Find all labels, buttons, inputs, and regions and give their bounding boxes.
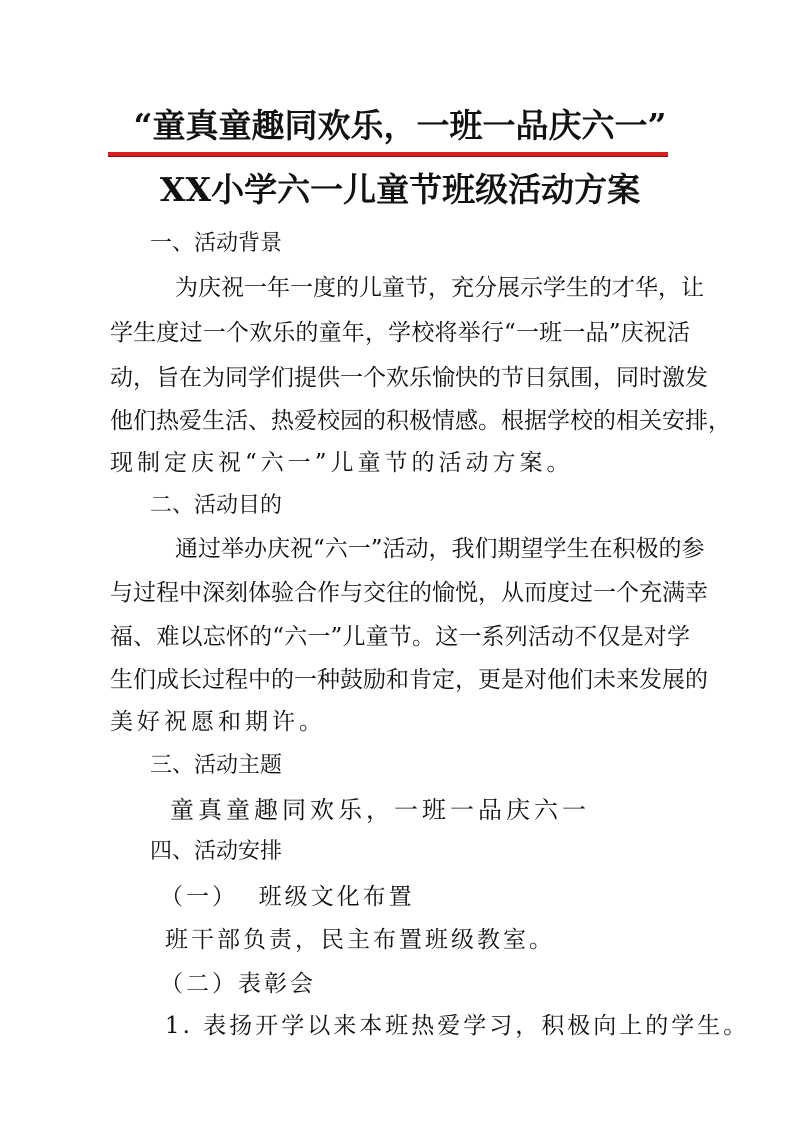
paragraph-line: 与过程中深刻体验合作与交往的愉悦，从而度过一个充满幸 [110, 580, 708, 606]
heading-theme: 三、活动主题 [150, 753, 283, 778]
heading-arrangement: 四、活动安排 [150, 839, 283, 864]
paragraph-line: 生们成长过程中的一种鼓励和肯定，更是对他们未来发展的 [110, 667, 708, 693]
paragraph-line: 通过举办庆祝“六一”活动，我们期望学生在积极的参 [175, 536, 705, 562]
paragraph-line: 为庆祝一年一度的儿童节，充分展示学生的才华，让 [175, 275, 704, 301]
subheading-class-decoration: （一） 班级文化布置 [160, 884, 415, 910]
paragraph-line: 动，旨在为同学们提供一个欢乐愉快的节日氛围，同时激发 [110, 365, 708, 391]
document-title: XX小学六一儿童节班级活动方案 [159, 170, 641, 209]
paragraph-line: 美好祝愿和期许。 [110, 709, 326, 735]
heading-purpose: 二、活动目的 [150, 493, 283, 518]
subheading-commendation: （二）表彰会 [160, 971, 316, 997]
paragraph-line: 福、难以忘怀的“六一”儿童节。这一系列活动不仅是对学 [110, 624, 690, 650]
red-divider [108, 152, 668, 157]
theme-text: 童真童趣同欢乐，一班一品庆六一 [170, 796, 590, 824]
paragraph-line: 班干部负责，民主布置班级教室。 [165, 927, 555, 953]
paragraph-line: 学生度过一个欢乐的童年，学校将举行“一班一品”庆祝活 [110, 320, 690, 346]
slogan-title: “童真童趣同欢乐，一班一品庆六一” [133, 106, 667, 145]
paragraph-line: 现制定庆祝“六一”儿童节的活动方案。 [110, 450, 574, 476]
list-item: 1. 表扬开学以来本班热爱学习，积极向上的学生。 [165, 1013, 750, 1039]
paragraph-line: 他们热爱生活、热爱校园的积极情感。根据学校的相关安排， [110, 408, 731, 434]
heading-background: 一、活动背景 [150, 231, 283, 256]
